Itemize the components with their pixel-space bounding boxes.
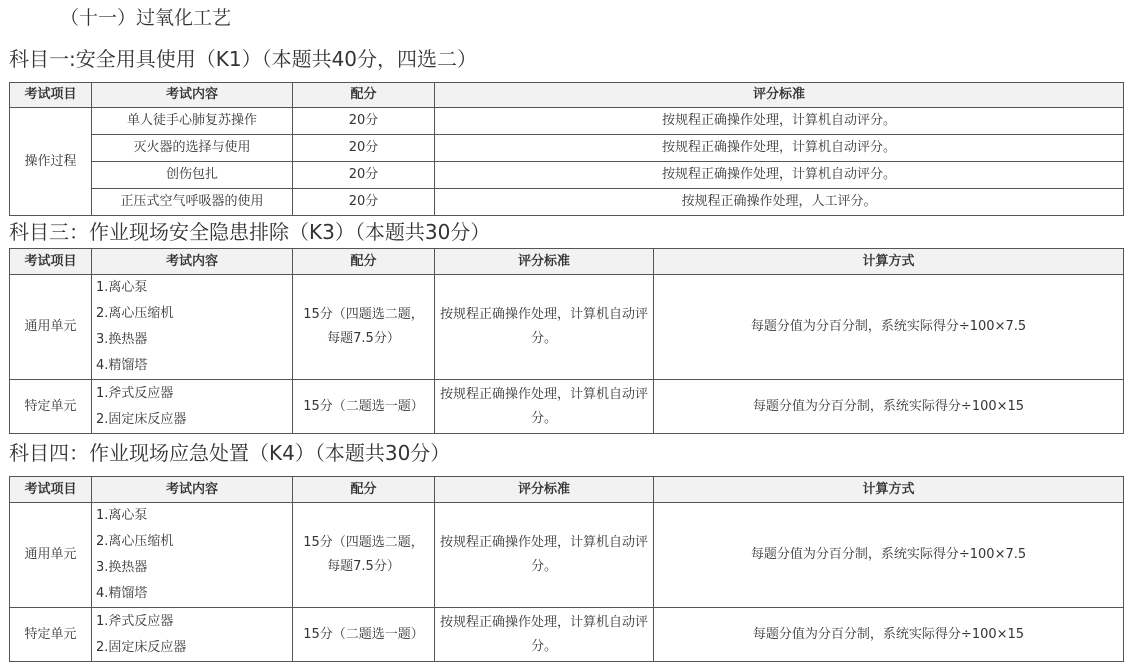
table-row bbox=[10, 275, 1124, 380]
score-cell: 20分 bbox=[293, 189, 435, 216]
header-cell: 考试项目 bbox=[10, 477, 92, 503]
header-cell: 评分标准 bbox=[435, 249, 654, 275]
score-cell: 20分 bbox=[293, 162, 435, 189]
content-cell: 单人徒手心肺复苏操作 bbox=[92, 108, 293, 135]
list-item: 4.精馏塔 bbox=[96, 586, 148, 601]
table-row bbox=[10, 162, 1124, 189]
score-cell: 15分（四题选二题，每题7.5分） bbox=[293, 503, 435, 608]
standard-cell: 按规程正确操作处理，计算机自动评分。 bbox=[435, 275, 654, 380]
score-cell: 20分 bbox=[293, 135, 435, 162]
content-cell bbox=[92, 380, 293, 434]
standard-cell: 按规程正确操作处理，人工评分。 bbox=[435, 189, 1124, 216]
method-cell: 每题分值为分百分制，系统实际得分÷100×15 bbox=[654, 380, 1124, 434]
item-cell: 通用单元 bbox=[10, 275, 92, 380]
list-item: 1.离心泵 bbox=[96, 508, 148, 523]
header-cell: 计算方式 bbox=[654, 249, 1124, 275]
method-cell: 每题分值为分百分制，系统实际得分÷100×7.5 bbox=[654, 503, 1124, 608]
header-cell: 考试内容 bbox=[92, 83, 293, 108]
list-item: 3.换热器 bbox=[96, 332, 148, 347]
header-cell: 考试内容 bbox=[92, 477, 293, 503]
list-item: 1.斧式反应器 bbox=[96, 385, 174, 401]
table-row bbox=[10, 380, 1124, 434]
group-cell: 操作过程 bbox=[10, 108, 92, 216]
list-item: 1.斧式反应器 bbox=[96, 613, 174, 629]
k4-table bbox=[9, 476, 1124, 662]
k1-heading: 科目一:安全用具使用（K1）（本题共40分，四选二） bbox=[9, 47, 478, 71]
table-row bbox=[10, 189, 1124, 216]
score-cell: 20分 bbox=[293, 108, 435, 135]
content-cell bbox=[92, 503, 293, 608]
list-item: 1.离心泵 bbox=[96, 280, 148, 295]
standard-cell: 按规程正确操作处理，计算机自动评分。 bbox=[435, 108, 1124, 135]
list-item: 2.离心压缩机 bbox=[96, 306, 174, 321]
table-row bbox=[10, 503, 1124, 608]
content-cell: 创伤包扎 bbox=[92, 162, 293, 189]
header-cell: 计算方式 bbox=[654, 477, 1124, 503]
list-item: 4.精馏塔 bbox=[96, 358, 148, 373]
item-cell: 特定单元 bbox=[10, 380, 92, 434]
item-cell: 通用单元 bbox=[10, 503, 92, 608]
k3-table bbox=[9, 248, 1124, 434]
content-cell: 正压式空气呼吸器的使用 bbox=[92, 189, 293, 216]
table-row bbox=[10, 608, 1124, 662]
header-cell: 评分标准 bbox=[435, 83, 1124, 108]
score-cell: 15分（二题选一题） bbox=[293, 380, 435, 434]
section-title: （十一）过氧化工艺 bbox=[60, 7, 232, 29]
content-cell bbox=[92, 275, 293, 380]
header-cell: 考试项目 bbox=[10, 83, 92, 108]
k3-header-row bbox=[10, 249, 1124, 275]
standard-cell: 按规程正确操作处理，计算机自动评分。 bbox=[435, 608, 654, 662]
k4-header-row bbox=[10, 477, 1124, 503]
k4-heading: 科目四：作业现场应急处置（K4）（本题共30分） bbox=[9, 441, 451, 465]
standard-cell: 按规程正确操作处理，计算机自动评分。 bbox=[435, 380, 654, 434]
list-item: 3.换热器 bbox=[96, 560, 148, 575]
method-cell: 每题分值为分百分制，系统实际得分÷100×15 bbox=[654, 608, 1124, 662]
table-row bbox=[10, 108, 1124, 135]
k1-header-row bbox=[10, 83, 1124, 108]
standard-cell: 按规程正确操作处理，计算机自动评分。 bbox=[435, 503, 654, 608]
header-cell: 配分 bbox=[293, 83, 435, 108]
standard-cell: 按规程正确操作处理，计算机自动评分。 bbox=[435, 135, 1124, 162]
list-item: 2.固定床反应器 bbox=[96, 411, 187, 427]
standard-cell: 按规程正确操作处理，计算机自动评分。 bbox=[435, 162, 1124, 189]
table-row bbox=[10, 135, 1124, 162]
list-item: 2.离心压缩机 bbox=[96, 534, 174, 549]
header-cell: 配分 bbox=[293, 249, 435, 275]
k3-heading: 科目三：作业现场安全隐患排除（K3）（本题共30分） bbox=[9, 220, 491, 244]
score-cell: 15分（四题选二题，每题7.5分） bbox=[293, 275, 435, 380]
list-item: 2.固定床反应器 bbox=[96, 639, 187, 655]
method-cell: 每题分值为分百分制，系统实际得分÷100×7.5 bbox=[654, 275, 1124, 380]
k1-table bbox=[9, 82, 1124, 216]
header-cell: 评分标准 bbox=[435, 477, 654, 503]
header-cell: 考试内容 bbox=[92, 249, 293, 275]
content-cell bbox=[92, 608, 293, 662]
header-cell: 配分 bbox=[293, 477, 435, 503]
header-cell: 考试项目 bbox=[10, 249, 92, 275]
item-cell: 特定单元 bbox=[10, 608, 92, 662]
score-cell: 15分（二题选一题） bbox=[293, 608, 435, 662]
content-cell: 灭火器的选择与使用 bbox=[92, 135, 293, 162]
